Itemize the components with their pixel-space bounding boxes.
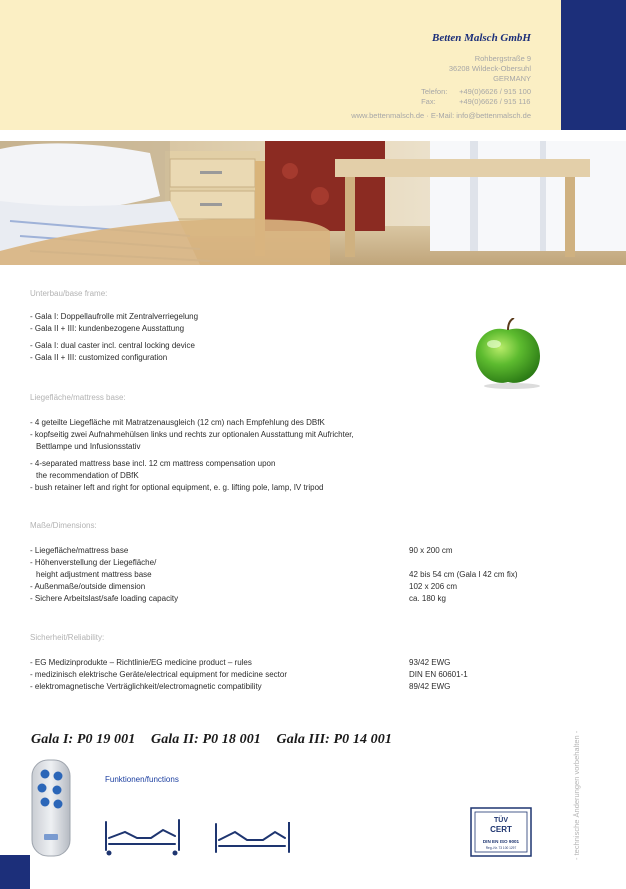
base-frame-list	[30, 311, 198, 364]
reliability-label: - EG Medizinprodukte – Richtlinie/EG medicine product – rules	[30, 658, 252, 667]
section-title-reliability: Sicherheit/Reliability:	[30, 633, 105, 642]
bedroom-photo	[0, 141, 626, 265]
bedroom-photo-illustration	[0, 141, 626, 265]
bed-function-icon	[103, 818, 183, 863]
fax-row	[421, 97, 531, 107]
tuv-reg-text: Reg.-Nr. 73 100 1297	[485, 846, 517, 850]
company-address	[449, 54, 531, 84]
blue-corner-block	[561, 0, 626, 130]
model-numbers	[31, 732, 404, 748]
fax-label: Fax:	[421, 97, 436, 106]
model-number: Gala I: P0 19 001	[31, 732, 136, 747]
dimension-value	[409, 557, 517, 569]
list-item: - kopfseitig zwei Aufnahmehülsen links und rechts zur optionalen Ausstattung mit Aufrichter,	[30, 430, 354, 439]
phone-row	[421, 87, 531, 97]
remote-control-image	[26, 758, 76, 863]
tuv-standard-text: DIN EN ISO 9001	[482, 839, 520, 844]
list-item: the recommendation of DBfK	[36, 471, 139, 480]
contact-block	[421, 87, 531, 107]
list-item: - 4 geteilte Liegefläche mit Matratzenausgleich (12 cm) nach Empfehlung des DBfK	[30, 418, 325, 427]
web-email-line[interactable]: www.bettenmalsch.de · E-Mail: info@bettenmalsch.de	[351, 111, 531, 120]
reliability-value: 89/42 EWG	[409, 682, 451, 691]
list-item: - 4-separated mattress base incl. 12 cm mattress compensation upon	[30, 459, 276, 468]
address-line: GERMANY	[493, 74, 531, 83]
reliability-label: - elektromagnetische Verträglichkeit/electromagnetic compatibility	[30, 682, 262, 691]
reliability-label: - medizinisch elektrische Geräte/electrical equipment for medicine sector	[30, 670, 287, 679]
bottom-blue-block	[0, 855, 30, 889]
green-apple-image	[470, 318, 548, 395]
side-note: - technische Änderungen vorbehalten -	[572, 730, 581, 860]
list-item: - Gala II + III: customized configuration	[30, 353, 168, 362]
dimensions-labels	[30, 545, 178, 605]
list-item: - Gala I: Doppellaufrolle mit Zentralverriegelung	[30, 312, 199, 321]
dimension-value: 102 x 206 cm	[409, 582, 458, 591]
dimension-value: 42 bis 54 cm (Gala I 42 cm fix)	[409, 570, 518, 579]
list-item: - bush retainer left and right for optional equipment, e. g. lifting pole, lamp, IV tripod	[30, 483, 324, 492]
model-number: Gala II: P0 18 001	[150, 732, 261, 747]
mattress-base-list	[30, 417, 354, 494]
address-line: Rohbergstraße 9	[474, 54, 531, 63]
address-line: 36208 Wildeck-Obersuhl	[448, 64, 531, 73]
dimension-label: - Außenmaße/outside dimension	[30, 582, 146, 591]
section-title-base-frame: Unterbau/base frame:	[30, 289, 108, 298]
reliability-labels	[30, 657, 287, 693]
functions-label: Funktionen/functions	[105, 775, 179, 784]
phone-number: +49(0)6626 / 915 100	[459, 87, 531, 96]
reliability-value: 93/42 EWG	[409, 658, 451, 667]
list-item: - Gala I: dual caster incl. central locking device	[30, 341, 195, 350]
dimension-label: - Sichere Arbeitslast/safe loading capacity	[30, 594, 179, 603]
list-item: - Gala II + III: kundenbezogene Ausstattung	[30, 324, 185, 333]
tuv-cert-text: CERT	[490, 825, 512, 834]
bed-function-icon	[213, 822, 293, 863]
reliability-value: DIN EN 60601-1	[409, 670, 468, 679]
tuv-cert-badge	[470, 807, 532, 862]
section-title-mattress-base: Liegefläche/mattress base:	[30, 393, 126, 402]
fax-number: +49(0)6626 / 915 116	[459, 97, 531, 106]
model-number: Gala III: P0 14 001	[276, 732, 392, 747]
phone-label: Telefon:	[421, 87, 448, 96]
tuv-top-text: TÜV	[494, 817, 508, 824]
dimension-value: 90 x 200 cm	[409, 546, 453, 555]
dimension-value: ca. 180 kg	[409, 594, 446, 603]
dimension-label: height adjustment mattress base	[36, 570, 152, 579]
reliability-values	[409, 657, 468, 693]
list-item: Bettlampe und Infusionsstativ	[36, 442, 141, 451]
section-title-dimensions: Maße/Dimensions:	[30, 521, 97, 530]
dimensions-values	[409, 545, 517, 605]
dimension-label: - Liegefläche/mattress base	[30, 546, 129, 555]
dimension-label: - Höhenverstellung der Liegefläche/	[30, 558, 157, 567]
company-name: Betten Malsch GmbH	[431, 32, 531, 44]
